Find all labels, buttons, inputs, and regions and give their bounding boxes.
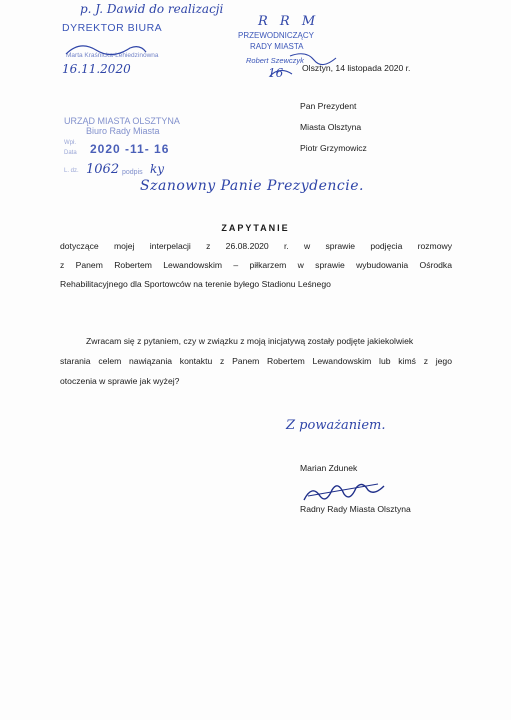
paragraph-2-line-2: starania celem nawiązania kontaktu z Panem Robertem Lewandowskim lub kimś z jego	[60, 356, 452, 366]
chairman-stamp-line1: PRZEWODNICZĄCY	[238, 31, 314, 40]
recipient-line-2: Miasta Olsztyna	[300, 122, 362, 132]
recipient-line-1: Pan Prezydent	[300, 101, 357, 111]
office-stamp-date-label: Data	[64, 150, 77, 156]
document-heading: ZAPYTANIE	[221, 223, 290, 233]
director-handwritten-date: 16.11.2020	[62, 62, 131, 76]
office-stamp-number-label: L. dz.	[64, 168, 79, 174]
office-stamp-line1: URZĄD MIASTA OLSZTYNA	[64, 116, 180, 126]
director-stamp-label: DYREKTOR BIURA	[62, 22, 163, 34]
office-stamp-podpis-value: ky	[150, 162, 165, 176]
paragraph-1-line-2: z Panem Robertem Lewandowskim – piłkarzem w sprawie wybudowania Ośrodka	[60, 260, 452, 270]
signer-name: Marian Zdunek	[300, 463, 358, 473]
paragraph-2-line-1: Zwracam się z pytaniem, czy w związku z moją inicjatywą zostały podjęte jakiekolwiek	[86, 336, 414, 346]
chairman-stamp-line2: RADY MIASTA	[250, 42, 304, 51]
signer-title: Radny Rady Miasta Olsztyna	[300, 504, 411, 514]
paragraph-1-line-1: dotyczące mojej interpelacji z 26.08.2020 r. w sprawie podjęcia rozmowy	[60, 241, 452, 251]
office-stamp-number: 1062	[86, 162, 120, 177]
recipient-line-3: Piotr Grzymowicz	[300, 143, 367, 153]
chairman-stamp-name: Robert Szewczyk	[246, 56, 304, 65]
handwritten-note-top: p. J. Dawid do realizacji	[80, 2, 224, 16]
chairman-initials: R R M	[258, 14, 320, 29]
chairman-stamp-date: 16	[268, 66, 284, 80]
paragraph-2-line-3: otoczenia w sprawie jak wyżej?	[60, 376, 180, 386]
director-signature-scribble	[60, 10, 220, 70]
place-date: Olsztyn, 14 listopada 2020 r.	[302, 63, 411, 73]
handwritten-closing: Z poważaniem.	[286, 418, 386, 433]
office-stamp-wpl-label: Wpł.	[64, 140, 76, 146]
director-stamp-name: Marta Kraśnicka-Lehiedzinówna	[66, 52, 159, 59]
paragraph-1-line-3: Rehabilitacyjnego dla Sportowców na terenie byłego Stadionu Leśnego	[60, 279, 331, 289]
handwritten-salutation: Szanowny Panie Prezydencie.	[140, 178, 364, 194]
office-stamp-date: 2020 -11- 16	[90, 142, 170, 156]
office-stamp-line2: Biuro Rady Miasta	[86, 126, 160, 136]
office-stamp-podpis-label: podpis	[122, 169, 143, 176]
